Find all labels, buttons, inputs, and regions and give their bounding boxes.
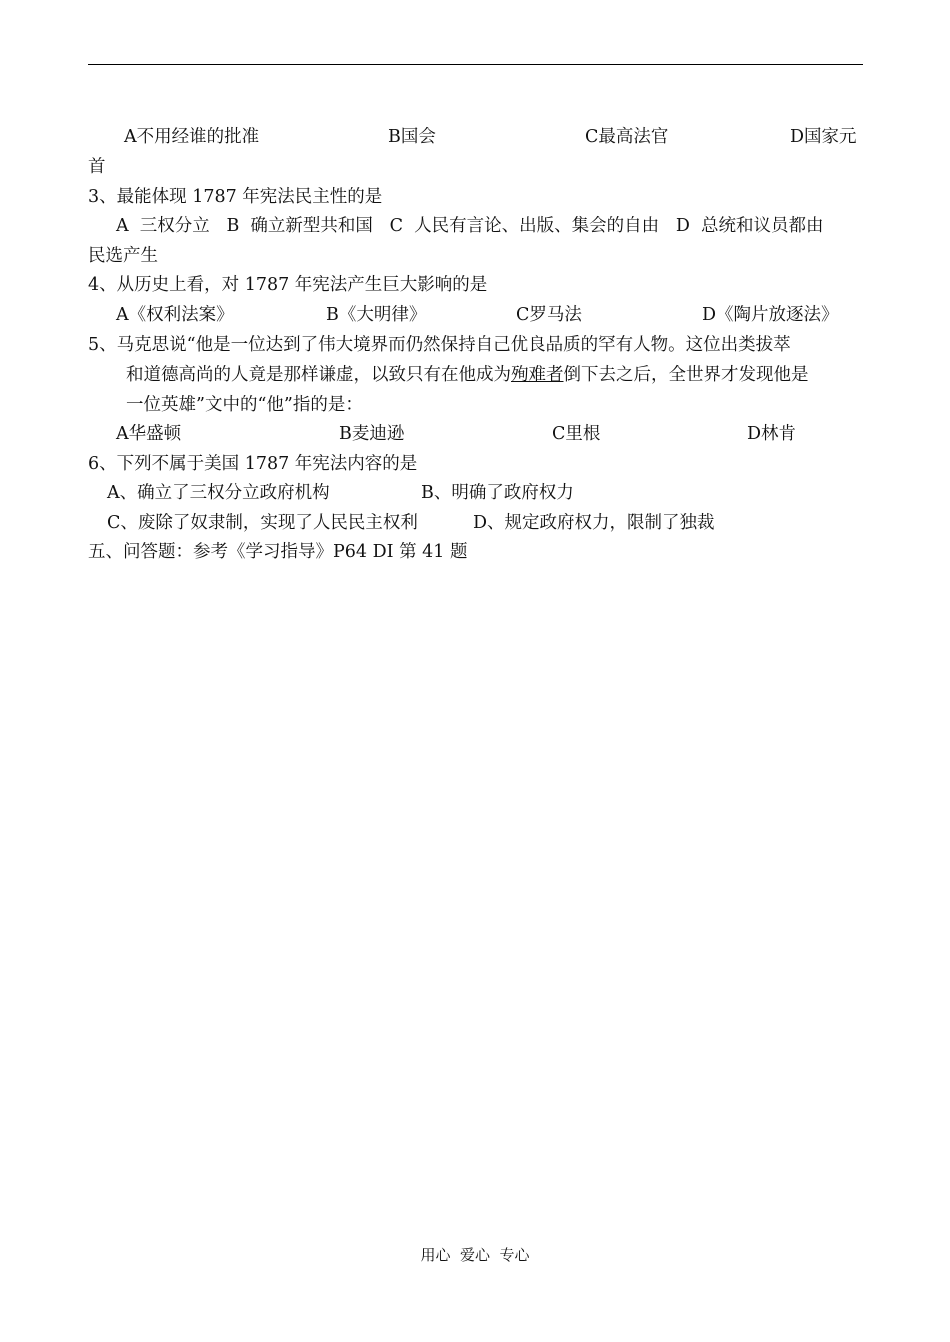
q6-option-a: A、确立了三权分立政府机构 bbox=[107, 483, 330, 503]
q4-option-a: A《权利法案》 bbox=[116, 305, 234, 325]
q4-option-c: C罗马法 bbox=[516, 305, 582, 325]
q5-stem-line1: 5、马克思说“他是一位达到了伟大境界而仍然保持自己优良品质的罕有人物。这位出类拔萃 bbox=[88, 335, 791, 355]
q2-option-a: A不用经谁的批准 bbox=[124, 127, 260, 147]
page-footer: 用心 爱心 专心 bbox=[420, 1246, 530, 1264]
q2-option-d-continued: 首 bbox=[88, 157, 106, 177]
q5-stem-line2-pre: 和道德高尚的人竟是那样谦虚，以致只有在他成为 bbox=[126, 365, 511, 385]
q3-options-line2: 民选产生 bbox=[88, 246, 158, 266]
q4-option-d: D《陶片放逐法》 bbox=[702, 305, 839, 325]
q5-stem-line3: 一位英雄”文中的“他”指的是： bbox=[126, 395, 363, 415]
q5-option-b: B麦迪逊 bbox=[339, 424, 405, 444]
q5-stem-line2-post: 倒下去之后，全世界才发现他是 bbox=[563, 365, 809, 385]
q3-stem: 3、最能体现 1787 年宪法民主性的是 bbox=[88, 187, 383, 207]
q2-option-d: D国家元 bbox=[790, 127, 857, 147]
q4-option-b: B《大明律》 bbox=[326, 305, 427, 325]
q2-option-b: B国会 bbox=[388, 127, 436, 147]
q5-underlined-term: 殉难者 bbox=[511, 365, 564, 385]
q6-option-b: B、明确了政府权力 bbox=[421, 483, 574, 503]
q5-option-d: D林肯 bbox=[747, 424, 797, 444]
q6-stem: 6、下列不属于美国 1787 年宪法内容的是 bbox=[88, 454, 418, 474]
q6-option-d: D、规定政府权力，限制了独裁 bbox=[473, 513, 715, 533]
q6-option-c: C、废除了奴隶制，实现了人民民主权利 bbox=[107, 513, 418, 533]
q4-stem: 4、从历史上看，对 1787 年宪法产生巨大影响的是 bbox=[88, 275, 488, 295]
section5-heading: 五、问答题：参考《学习指导》P64 DI 第 41 题 bbox=[88, 542, 468, 562]
q3-options-line1: A 三权分立 B 确立新型共和国 C 人民有言论、出版、集会的自由 D 总统和议员都由 bbox=[116, 216, 824, 236]
header-rule bbox=[88, 64, 863, 65]
q5-option-a: A华盛顿 bbox=[116, 424, 182, 444]
q2-option-c: C最高法官 bbox=[585, 127, 669, 147]
q5-stem-line2 bbox=[126, 364, 809, 386]
q5-option-c: C里根 bbox=[552, 424, 601, 444]
